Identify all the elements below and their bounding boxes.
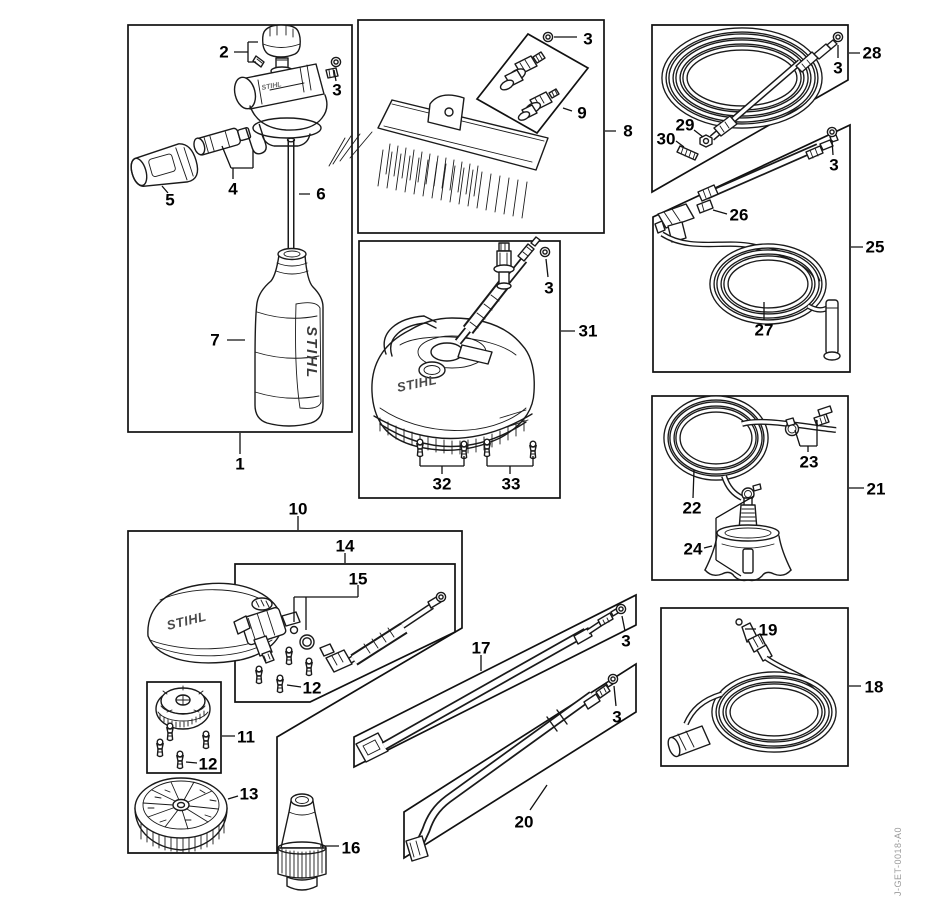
part-label-9: 9 [577, 103, 587, 123]
part-label-20: 20 [514, 812, 534, 832]
part-label-8: 8 [623, 121, 633, 141]
brand-text-cover: STIHL [165, 608, 209, 633]
lance-25 [698, 135, 838, 201]
o-ring-3 [540, 247, 549, 256]
o-ring-15-small [291, 627, 298, 634]
brush-body [378, 95, 548, 170]
part-label-28: 28 [862, 43, 882, 63]
funnel-16 [278, 794, 326, 890]
bottle-7 [255, 249, 323, 427]
part-label-13: 13 [239, 784, 259, 804]
brand-text-cleaner: STIHL [395, 371, 439, 395]
part-label-6: 6 [316, 184, 326, 204]
part-label-3: 3 [612, 707, 622, 727]
part-label-21: 21 [866, 479, 886, 499]
part-label-3: 3 [621, 631, 631, 651]
part-label-24: 24 [683, 539, 703, 559]
box-9-outline [477, 34, 588, 133]
nozzle-cover-5 [128, 141, 201, 196]
surface-cleaner-31 [372, 237, 550, 459]
part-label-29: 29 [675, 115, 695, 135]
part-label-14: 14 [335, 536, 355, 556]
part-label-15: 15 [348, 569, 368, 589]
o-ring-3 [608, 674, 617, 683]
brand-text-bottle: STIHL [303, 326, 320, 380]
part-label-2: 2 [219, 42, 229, 62]
hose-27 [662, 234, 840, 360]
part-label-1: 1 [235, 454, 245, 474]
part-label-3: 3 [833, 58, 843, 78]
part-label-30: 30 [656, 129, 676, 149]
spring-30 [677, 146, 698, 160]
part-label-33: 33 [501, 474, 521, 494]
tube-6 [288, 138, 295, 250]
part-label-23: 23 [799, 452, 819, 472]
nozzle-4 [192, 124, 252, 157]
elbow-lance-14 [320, 596, 441, 672]
o-ring-3 [543, 32, 552, 41]
angled-lance-20 [406, 674, 618, 861]
part-label-31: 31 [578, 321, 598, 341]
brand-text-sprayer: STIHL [261, 81, 283, 92]
part-label-3: 3 [332, 80, 342, 100]
brush-disc-13 [135, 778, 227, 852]
part-label-4: 4 [228, 179, 238, 199]
cap-2 [253, 25, 300, 75]
part-label-12: 12 [198, 754, 218, 774]
filter-24 [705, 484, 791, 581]
part-label-26: 26 [729, 205, 749, 225]
part-label-22: 22 [682, 498, 702, 518]
part-label-32: 32 [432, 474, 452, 494]
part-label-11: 11 [237, 727, 255, 747]
part-label-16: 16 [341, 838, 361, 858]
doc-code: J-GET-0018-A0 [893, 826, 903, 896]
housing-set-14 [234, 592, 446, 692]
spray-set-1 [128, 25, 341, 426]
part-label-3: 3 [544, 278, 554, 298]
o-ring-15-large [300, 635, 314, 649]
part-label-18: 18 [864, 677, 884, 697]
connector-26 [697, 200, 713, 213]
part-label-19: 19 [758, 620, 778, 640]
part-label-12: 12 [302, 678, 322, 698]
o-ring-3-lance14 [436, 592, 445, 601]
adapter-set-9 [499, 52, 559, 122]
part-label-3: 3 [829, 155, 839, 175]
part-label-5: 5 [165, 190, 175, 210]
part-label-17: 17 [471, 638, 491, 658]
extension-set-25 [655, 127, 840, 360]
o-ring-3 [331, 57, 340, 66]
o-ring-3 [833, 32, 842, 41]
o-ring-3 [827, 127, 836, 136]
u-clip-4 [246, 125, 268, 156]
part-label-27: 27 [754, 320, 774, 340]
part-label-25: 25 [865, 237, 885, 257]
part-label-7: 7 [210, 330, 220, 350]
hose-coil-18 [686, 658, 834, 750]
part-label-10: 10 [288, 499, 308, 519]
suction-hose-22 [666, 398, 836, 498]
o-ring-3 [616, 604, 625, 613]
pipe-cleaning-hose-18 [666, 619, 834, 758]
hose-connector-18 [666, 726, 710, 758]
part-label-3: 3 [583, 29, 593, 49]
